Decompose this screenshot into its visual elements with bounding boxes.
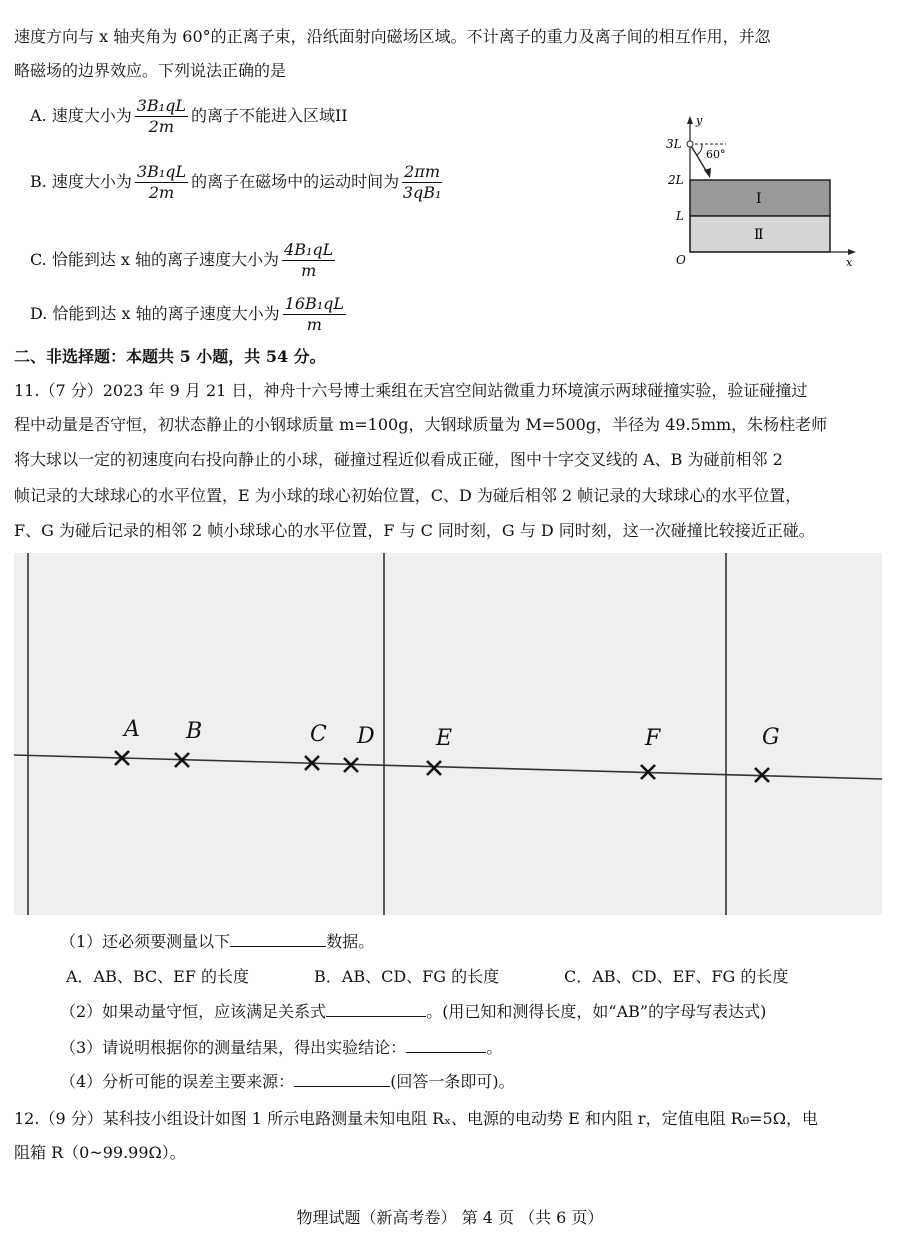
origin-label: O [676,253,686,267]
q11-line-2: 程中动量是否守恒，初状态静止的小钢球质量 m=100g，大钢球质量为 M=500g，半径为 49.5mm，朱杨柱老师 [14,415,828,434]
option-a-numerator: 3B₁qL [136,96,186,115]
subq-2-suffix: 。(用已知和测得长度，如“AB”的字母写表达式) [426,1002,767,1021]
mark-a-label: A [124,717,140,742]
angle-label: 60° [706,148,726,161]
option-b [30,162,445,203]
option-b-denominator: 2m [148,183,175,202]
tick-3L-label: 3L [666,137,682,151]
option-b-denominator-2: 3qB₁ [402,183,442,202]
subq-2-blank[interactable] [326,1002,426,1017]
tick-2L-label: 2L [668,173,684,187]
option-a-prefix: A. 速度大小为 [30,106,132,125]
tick-L-label: L [676,209,684,223]
mark-c-label: C [310,722,327,747]
option-b-fraction-1 [135,162,188,203]
subq-4-suffix: (回答一条即可)。 [390,1072,515,1091]
option-b-fraction-2 [402,162,442,203]
choice-a: A．AB、BC、EF 的长度 [66,967,250,986]
subq-1 [60,932,374,952]
subq-4 [60,1072,515,1092]
option-c-denominator: m [301,261,317,280]
option-a [30,96,348,137]
option-d-denominator: m [306,315,322,334]
q11-line-5: F、G 为碰后记录的相邻 2 帧小球球心的水平位置，F 与 C 同时刻，G 与 D 同时刻，这一次碰撞比较接近正碰。 [14,521,815,540]
option-d-prefix: D. 恰能到达 x 轴的离子速度大小为 [30,304,280,323]
option-a-fraction [135,96,188,137]
intro-line-1: 速度方向与 x 轴夹角为 60°的正离子束，沿纸面射向磁场区域。不计离子的重力及离子间的相互作用，并忽 [14,27,771,46]
subq-1-suffix: 数据。 [326,932,375,951]
page-footer: 物理试题（新高考卷） 第 4 页 （共 6 页） [296,1208,604,1227]
ion-source [687,141,693,147]
subq-1-blank[interactable] [230,932,326,947]
subq-2-prefix: （2）如果动量守恒，应该满足关系式 [60,1002,327,1021]
x-axis-arrow [848,249,856,255]
mark-f-label: F [645,726,661,751]
option-b-prefix: B. 速度大小为 [30,172,132,191]
option-d [30,294,349,335]
choice-b: B．AB、CD、FG 的长度 [314,967,500,986]
collision-frame-photo [14,553,882,915]
q12-line-1: 12.（9 分）某科技小组设计如图 1 所示电路测量未知电阻 Rₓ、电源的电动势 E 和内阻 r，定值电阻 R₀=5Ω，电 [14,1109,818,1128]
y-axis-label: y [696,114,703,127]
option-a-denominator: 2m [148,117,175,136]
region-1-label: I [756,191,762,207]
mark-d-label: D [357,724,375,749]
magnetic-field-diagram [656,112,862,272]
option-a-suffix: 的离子不能进入区域II [190,106,348,125]
option-c-fraction [282,240,335,281]
intro-line-2: 略磁场的边界效应。下列说法正确的是 [14,61,287,80]
subq-3-suffix: 。 [486,1038,503,1057]
subq-4-blank[interactable] [294,1072,390,1087]
option-b-numerator: 3B₁qL [136,162,187,181]
mark-g-label: G [762,725,780,750]
subq-1-prefix: （1）还必须要测量以下 [60,932,231,951]
option-d-numerator: 16B₁qL [284,294,345,313]
mark-b-label: B [186,719,203,744]
subq-4-prefix: （4）分析可能的误差主要来源： [60,1072,295,1091]
y-axis-arrow [687,116,693,124]
q11-line-4: 帧记录的大球球心的水平位置，E 为小球的球心初始位置，C、D 为碰后相邻 2 帧记录的大球球心的水平位置， [14,486,802,505]
choice-c: C．AB、CD、EF、FG 的长度 [564,967,789,986]
option-c-numerator: 4B₁qL [284,240,334,259]
subq-3-blank[interactable] [406,1038,486,1053]
mark-e-label: E [436,726,453,751]
option-c [30,240,338,281]
subq-2 [60,1002,766,1022]
x-axis-label: x [846,256,853,269]
region-2-label: Ⅱ [754,227,764,243]
q11-line-1: 11.（7 分）2023 年 9 月 21 日，神舟十六号博士乘组在天宫空间站微重力环境演示两球碰撞实验，验证碰撞过 [14,381,808,400]
option-c-prefix: C. 恰能到达 x 轴的离子速度大小为 [30,250,280,269]
q12-line-2: 阻箱 R（0~99.99Ω）。 [14,1143,186,1162]
angle-arc [697,144,702,155]
option-d-fraction [283,294,346,335]
option-b-mid: 的离子在磁场中的运动时间为 [191,172,400,191]
option-b-numerator-2: 2πm [404,162,441,181]
section-2-title: 二、非选择题：本题共 5 小题，共 54 分。 [14,347,326,366]
q11-line-3: 将大球以一定的初速度向右投向静止的小球，碰撞过程近似看成正碰，图中十字交叉线的 A、B 为碰前相邻 2 [14,450,783,469]
subq-3-prefix: （3）请说明根据你的测量结果，得出实验结论： [60,1038,407,1057]
subq-3 [60,1038,502,1058]
